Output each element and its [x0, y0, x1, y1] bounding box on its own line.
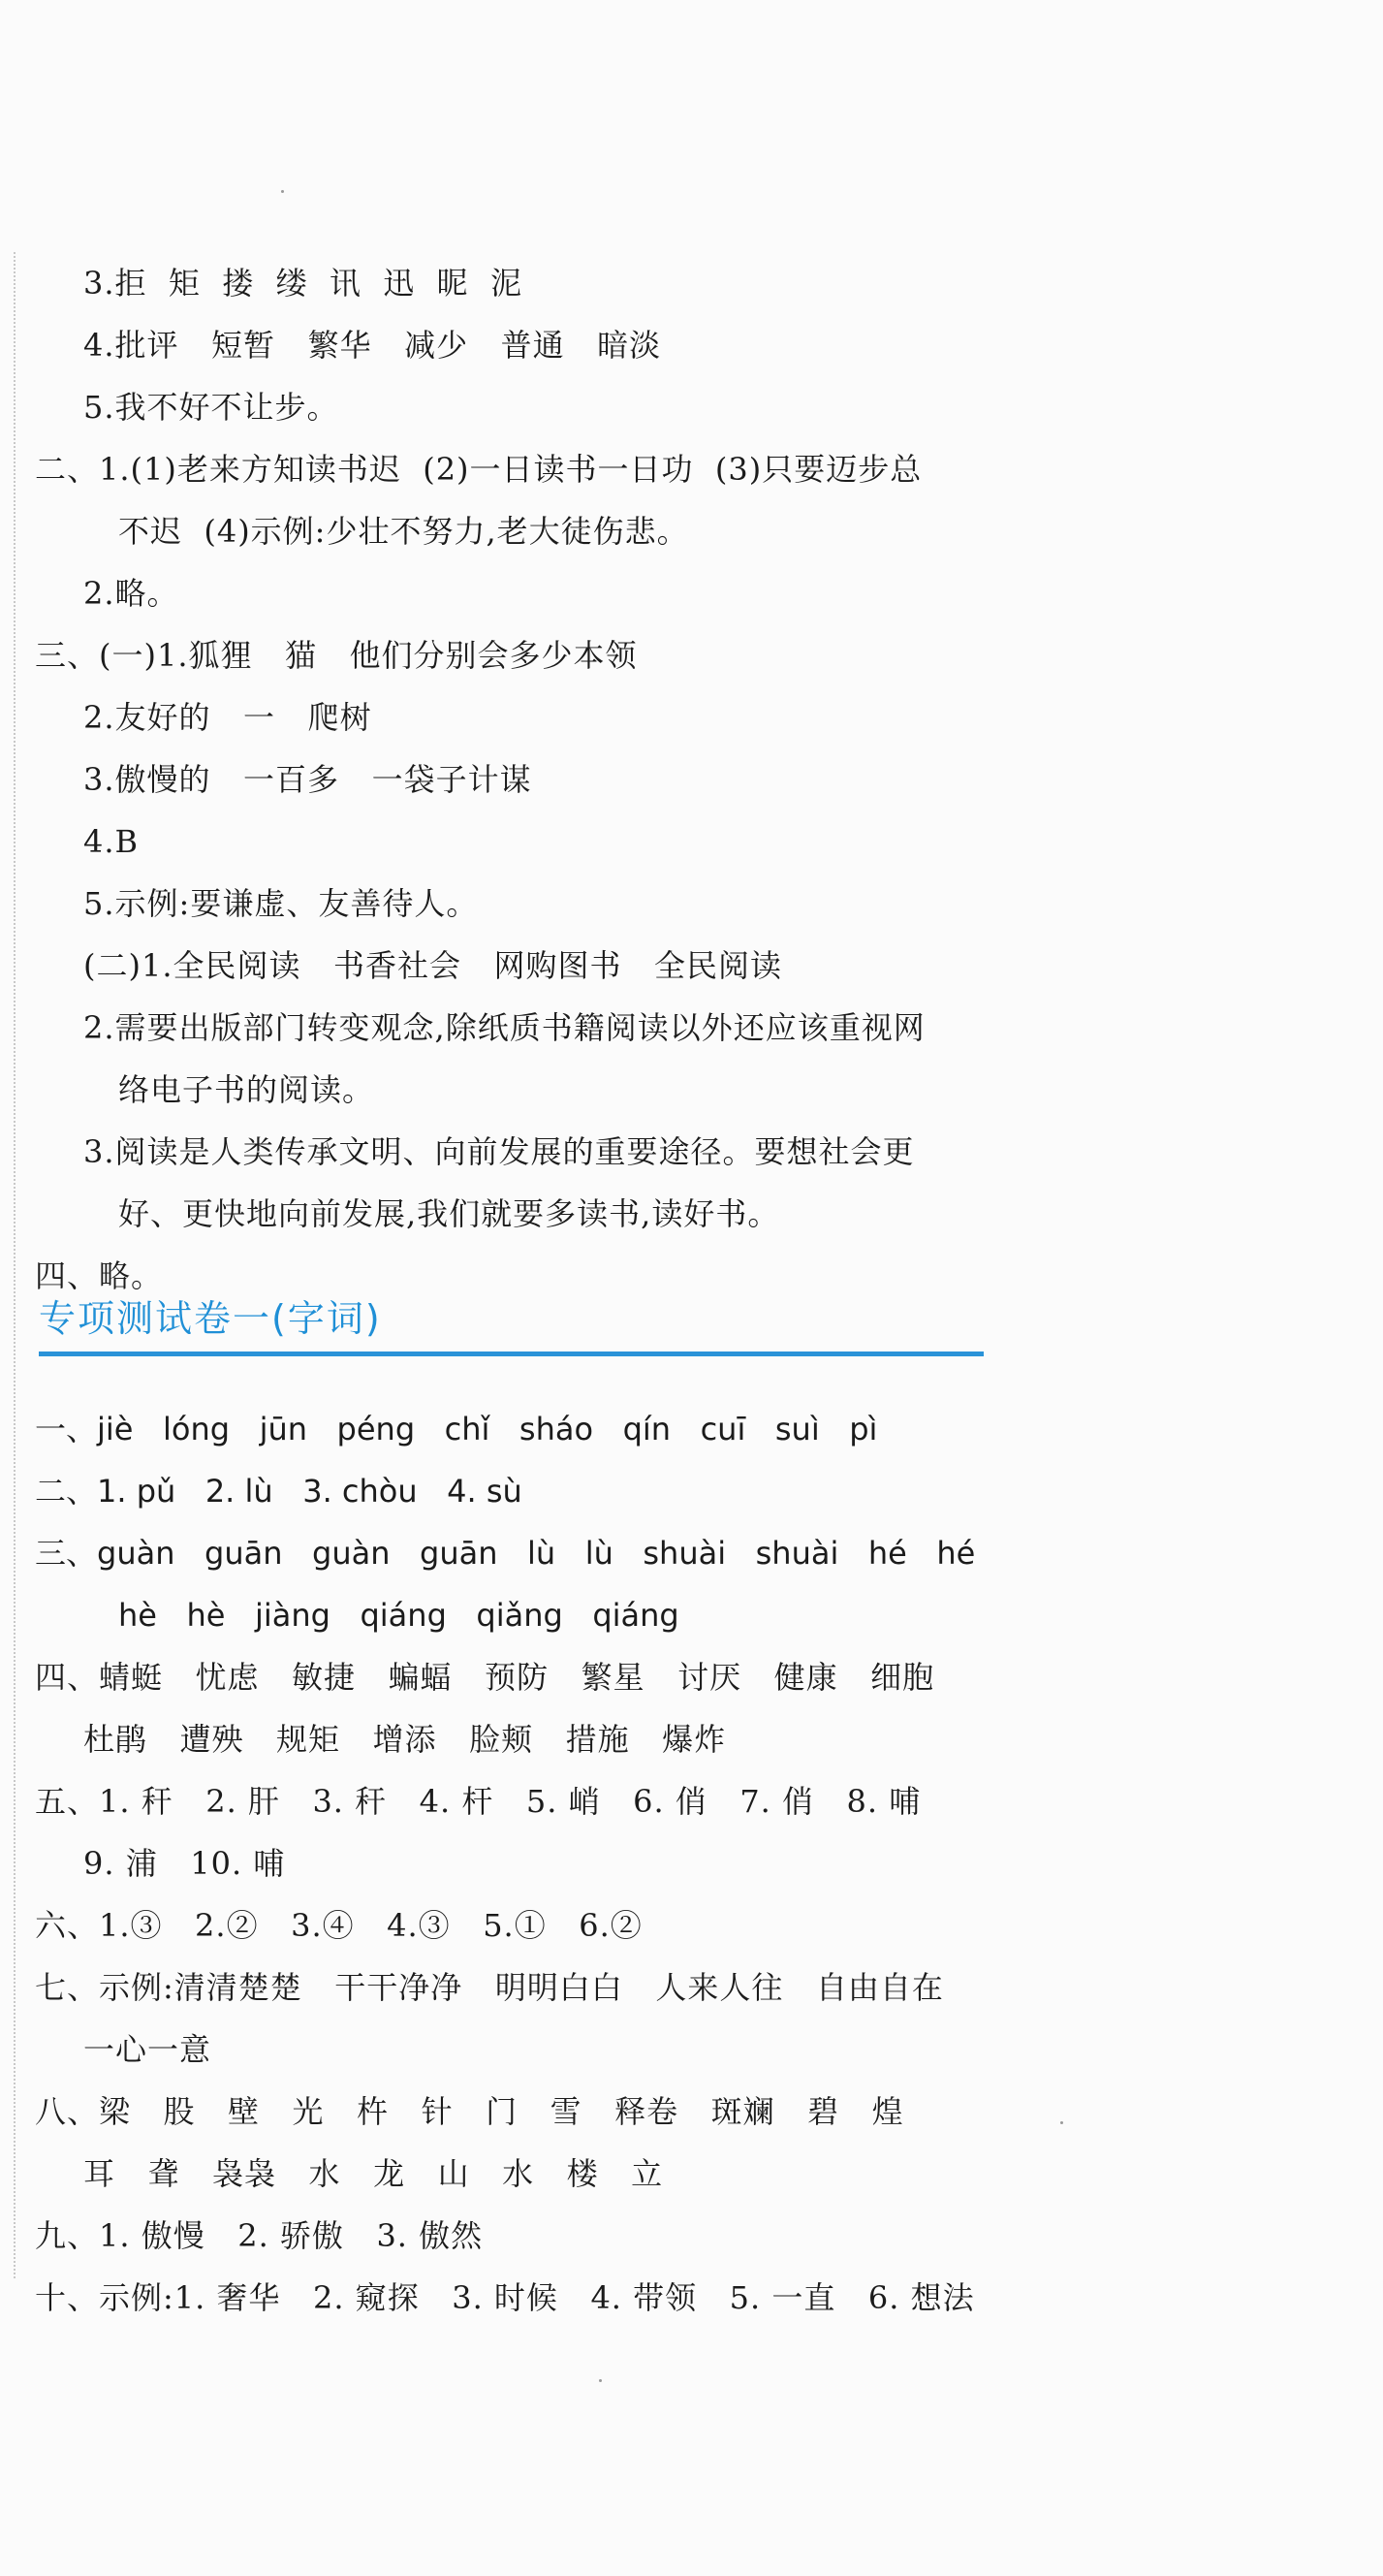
answer-line: 3.阅读是人类传承文明、向前发展的重要途径。要想社会更: [83, 1133, 915, 1170]
answer-line: 络电子书的阅读。: [118, 1071, 375, 1108]
answer-line: 六、1.③ 2.② 3.④ 4.③ 5.① 6.②: [35, 1907, 643, 1944]
answer-line: 四、蜻蜓 忧虑 敏捷 蝙蝠 预防 繁星 讨厌 健康 细胞: [35, 1659, 935, 1696]
answer-line: 二、1. pǔ 2. lù 3. chòu 4. sù: [35, 1473, 522, 1510]
answer-line: 二、1.(1)老来方知读书迟 (2)一日读书一日功 (3)只要迈步总: [35, 451, 923, 488]
answer-line: 三、(一)1.狐狸 猫 他们分别会多少本领: [35, 637, 638, 674]
answer-line: 一、jiè lóng jūn péng chǐ sháo qín cuī suì pì: [35, 1411, 878, 1447]
answer-line: 2.需要出版部门转变观念,除纸质书籍阅读以外还应该重视网: [83, 1009, 926, 1046]
binding-dotted-line: [14, 252, 16, 2278]
answer-line: 4.B: [83, 823, 140, 860]
answer-line: 9. 浦 10. 哺: [83, 1845, 286, 1882]
answer-line: 杜鹃 遭殃 规矩 增添 脸颊 措施 爆炸: [83, 1721, 727, 1758]
answer-line: 2.略。: [83, 575, 179, 612]
answer-line: 九、1. 傲慢 2. 骄傲 3. 傲然: [35, 2217, 484, 2254]
answer-line: 2.友好的 一 爬树: [83, 699, 372, 736]
answer-line: 5.示例:要谦虚、友善待人。: [83, 885, 479, 922]
section-heading: 专项测试卷一(字词): [39, 1297, 382, 1340]
answer-line: 一心一意: [83, 2031, 212, 2068]
scan-speck: [599, 2379, 602, 2382]
answer-line: 四、略。: [35, 1257, 164, 1294]
answer-line: 3.傲慢的 一百多 一袋子计谋: [83, 761, 532, 798]
answer-line: 4.批评 短暂 繁华 减少 普通 暗淡: [83, 327, 662, 364]
answer-line: 5.我不好不让步。: [83, 389, 339, 426]
answer-line: 十、示例:1. 奢华 2. 窥探 3. 时候 4. 带领 5. 一直 6. 想法: [35, 2279, 975, 2316]
answer-line: 三、guàn guān guàn guān lù lù shuài shuài hé hé: [35, 1535, 976, 1572]
scan-speck: [281, 190, 284, 193]
answer-line: 八、梁 股 壁 光 杵 针 门 雪 释卷 斑斓 碧 煌: [35, 2093, 904, 2130]
answer-line: (二)1.全民阅读 书香社会 网购图书 全民阅读: [83, 947, 783, 984]
answer-line: hè hè jiàng qiáng qiǎng qiáng: [118, 1597, 679, 1634]
answer-line: 不迟 (4)示例:少壮不努力,老大徒伤悲。: [118, 513, 689, 550]
answer-line: 耳 聋 袅袅 水 龙 山 水 楼 立: [83, 2155, 664, 2192]
answer-line: 3.拒 矩 搂 缕 讯 迅 昵 泥: [83, 265, 522, 302]
answer-line: 七、示例:清清楚楚 干干净净 明明白白 人来人往 自由自在: [35, 1969, 944, 2006]
heading-underline: [39, 1352, 984, 1356]
answer-line: 好、更快地向前发展,我们就要多读书,读好书。: [118, 1195, 780, 1232]
answer-line: 五、1. 秆 2. 肝 3. 秆 4. 杆 5. 峭 6. 俏 7. 俏 8. 哺: [35, 1783, 922, 1820]
scan-speck: [1060, 2121, 1063, 2124]
